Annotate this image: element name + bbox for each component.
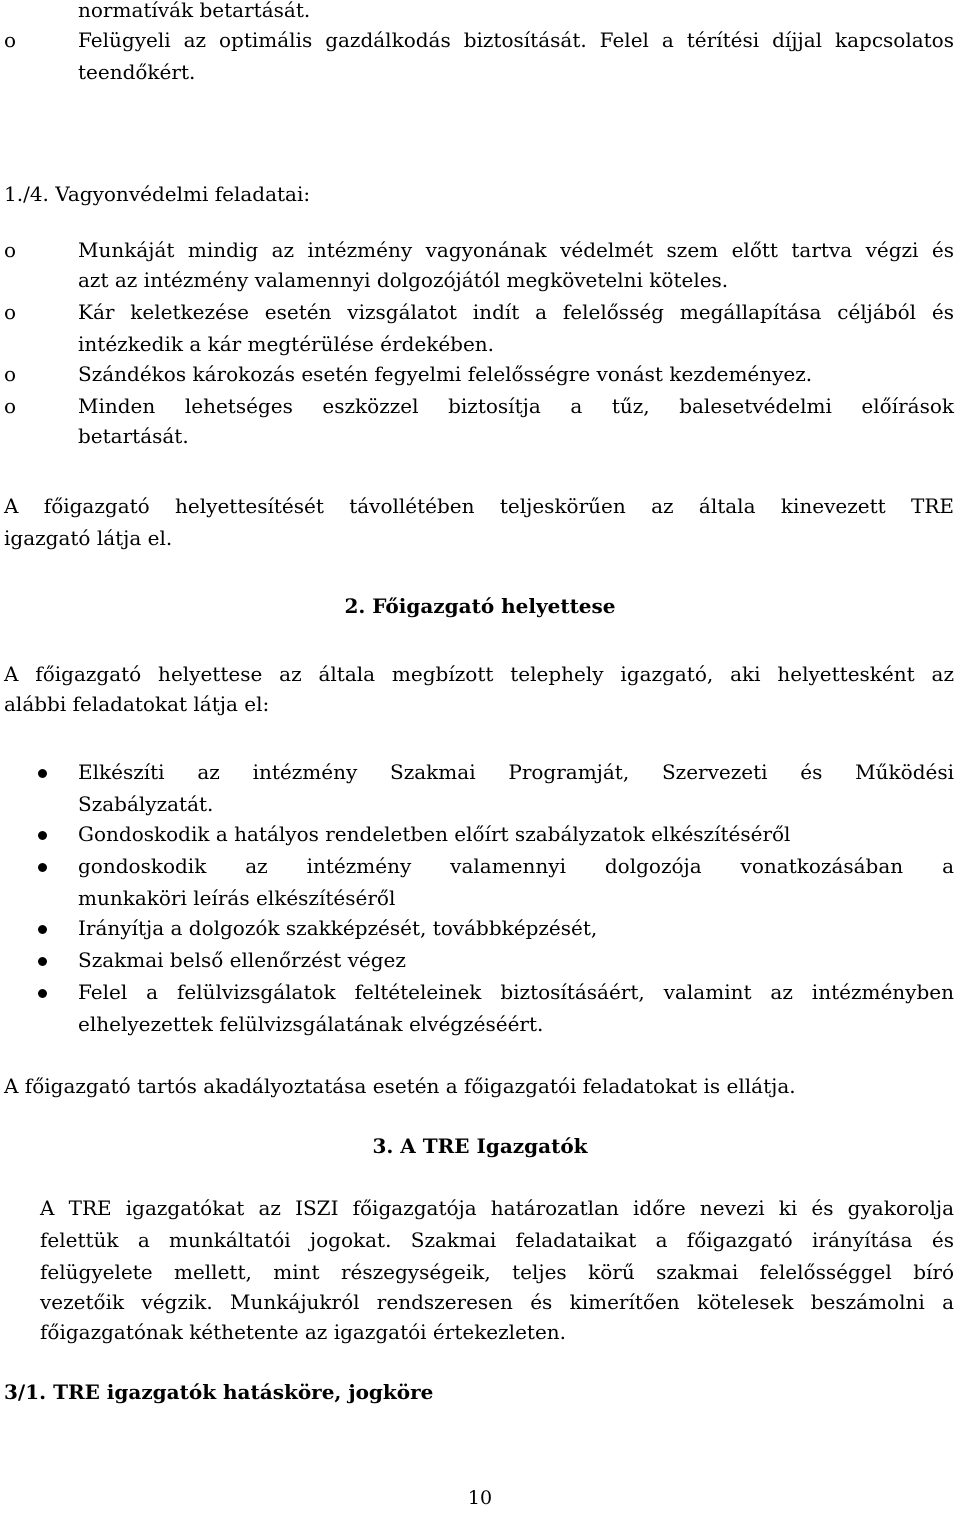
list-item-line: Munkáját mindig az intézmény vagyonának védelmét szem előtt tartva végzi és [78, 238, 954, 262]
bullet-icon [38, 863, 47, 872]
list-item-line: azt az intézmény valamennyi dolgozójától megkövetelni köteles. [78, 268, 729, 292]
list-item-line: intézkedik a kár megtérülése érdekében. [78, 332, 495, 356]
bullet-icon [38, 957, 47, 966]
list-marker: o [4, 28, 17, 52]
bullet-item-line: Irányítja a dolgozók szakképzését, továbbképzését, [78, 916, 598, 940]
section-heading: 1./4. Vagyonvédelmi feladatai: [4, 182, 311, 206]
bullet-icon [38, 989, 47, 998]
bullet-item-line: Gondoskodik a hatályos rendeletben előírt szabályzatok elkészítéséről [78, 822, 791, 846]
bullet-item-line: Szakmai belső ellenőrzést végez [78, 948, 406, 972]
page-number: 10 [467, 1487, 493, 1509]
list-item-line: Minden lehetséges eszközzel biztosítja a tűz, balesetvédelmi előírások [78, 394, 954, 418]
section-heading: 3. A TRE Igazgatók [372, 1134, 588, 1158]
bullet-icon [38, 831, 47, 840]
list-marker: o [4, 238, 17, 262]
paragraph-line: főigazgatónak kéthetente az igazgatói értekezleten. [40, 1320, 567, 1344]
section-heading: 3/1. TRE igazgatók hatásköre, jogköre [4, 1380, 434, 1404]
paragraph-line: felügyelete mellett, mint részegységeik, teljes körű szakmai felelősséggel bíró [40, 1260, 954, 1284]
paragraph-line: vezetőik végzik. Munkájukról rendszeresen és kimerítően kötelesek beszámolni a [40, 1290, 954, 1314]
list-item-line: Szándékos károkozás esetén fegyelmi felelősségre vonást kezdeményez. [78, 362, 813, 386]
paragraph-line: alábbi feladatokat látja el: [4, 692, 270, 716]
paragraph-line: igazgató látja el. [4, 526, 173, 550]
paragraph-line: A főigazgató tartós akadályoztatása esetén a főigazgatói feladatokat is ellátja. [4, 1074, 796, 1098]
section-heading: 2. Főigazgató helyettese [344, 594, 616, 618]
list-marker: o [4, 394, 17, 418]
bullet-icon [38, 769, 47, 778]
paragraph-line: A főigazgató helyettese az általa megbízott telephely igazgató, aki helyettesként az [4, 662, 954, 686]
list-marker: o [4, 362, 17, 386]
list-item-line: teendőkért. [78, 60, 196, 84]
bullet-item-line: elhelyezettek felülvizsgálatának elvégzéséért. [78, 1012, 544, 1036]
bullet-item-line: Szabályzatát. [78, 792, 214, 816]
bullet-item-line: Elkészíti az intézmény Szakmai Programját, Szervezeti és Működési [78, 760, 954, 784]
list-continuation: normatívák betartását. [78, 0, 311, 22]
list-marker: o [4, 300, 17, 324]
list-item-line: betartását. [78, 424, 189, 448]
bullet-icon [38, 925, 47, 934]
paragraph-line: A főigazgató helyettesítését távollétében teljeskörűen az általa kinevezett TRE [4, 494, 954, 518]
list-item-line: Kár keletkezése esetén vizsgálatot indít a felelősség megállapítása céljából és [78, 300, 954, 324]
paragraph-line: felettük a munkáltatói jogokat. Szakmai feladataikat a főigazgató irányítása és [40, 1228, 954, 1252]
bullet-item-line: gondoskodik az intézmény valamennyi dolgozója vonatkozásában a [78, 854, 954, 878]
bullet-item-line: Felel a felülvizsgálatok feltételeinek biztosításáért, valamint az intézményben [78, 980, 954, 1004]
list-item-line: Felügyeli az optimális gazdálkodás biztosítását. Felel a térítési díjjal kapcsolatos [78, 28, 954, 52]
paragraph-line: A TRE igazgatókat az ISZI főigazgatója határozatlan időre nevezi ki és gyakorolja [40, 1196, 954, 1220]
bullet-item-line: munkaköri leírás elkészítéséről [78, 886, 396, 910]
